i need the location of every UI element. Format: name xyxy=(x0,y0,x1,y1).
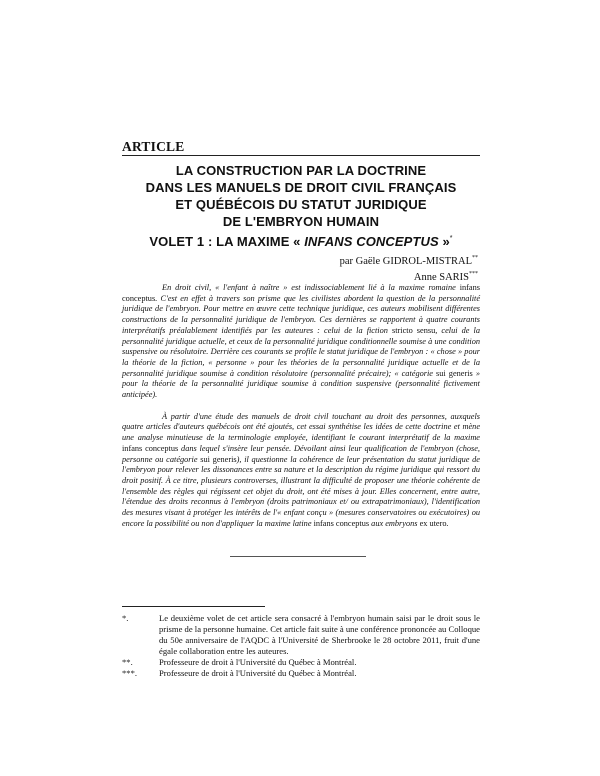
abstract xyxy=(122,283,480,540)
author-prefix: par xyxy=(339,256,356,267)
footnote xyxy=(122,613,480,657)
footnote xyxy=(122,668,480,679)
author-1-name: Gaële GIDROL-MISTRAL xyxy=(355,256,472,267)
abstract-paragraph-2: À partir d'une étude des manuels de droit civil touchant au droit des personnes, auxquels quatre articles d'auteurs québécois ont été ajoutés, cet essai synthétise les idées de cette doctrine et mène une analyse minutieuse de la terminologie employée, identifiant le courant interprétatif de la maxime infans conceptus dans lequel s'insère leur pensée. Dévoilant ainsi leur qualification de l'embryon (chose, personne ou catégorie sui generis), il questionne la cohérence de leur présentation du statut juridique de l'embryon pour relever les dissonances entre sa nature et la description du régime juridique qui ressort du droit positif. À ce titre, plusieurs controverses, illustrant la difficulté de proposer une théorie cohérente de l'ensemble des règles qui régissent cet objet du droit, ont été mises à jour. Elles concernent, entre autre, l'étendue des droits reconnus à l'embryon (droits patrimoniaux et/ ou extrapatrimoniaux), l'identification des mesures visant à protéger les intérêts de l'« enfant conçu » (mesures conservatoires ou exécutoires) ou encore la possibilité ou non d'appliquer la maxime latine infans conceptus aux embryons ex utero. xyxy=(122,411,480,528)
footnote xyxy=(122,657,480,668)
author-2 xyxy=(340,268,478,284)
article-title xyxy=(122,162,480,250)
abstract-separator xyxy=(230,556,366,557)
footnote-text: Le deuxième volet de cet article sera consacré à l'embryon humain saisi par le droit sous le prisme de la personne humaine. Cet article fait suite à une conférence prononcée au Colloque du 50e anniversaire de l'AQDC à l'Université de Sherbrooke le 28 octobre 2011, fruit d'une égale collaboration entre les auteures. xyxy=(159,613,480,656)
title-line-5-prefix: VOLET 1 : LA MAXIME « xyxy=(149,234,305,249)
title-line-5 xyxy=(122,230,480,250)
author-2-footnote-mark[interactable]: *** xyxy=(469,271,478,277)
title-line-3: ET QUÉBÉCOIS DU STATUT JURIDIQUE xyxy=(175,197,427,212)
title-line-5-italic: INFANS CONCEPTUS xyxy=(304,234,439,249)
footnote-text: Professeure de droit à l'Université du Québec à Montréal. xyxy=(159,667,357,678)
title-line-5-suffix: » xyxy=(438,234,450,249)
footnote-mark: ***. xyxy=(122,667,138,678)
section-rule xyxy=(122,155,480,156)
author-1-footnote-mark[interactable]: ** xyxy=(472,255,478,261)
author-block xyxy=(340,252,478,284)
footnotes xyxy=(122,613,480,678)
title-line-4: DE L'EMBRYON HUMAIN xyxy=(222,214,380,229)
title-footnote-mark[interactable]: * xyxy=(449,235,453,242)
section-label: ARTICLE xyxy=(122,139,185,154)
footnote-mark: **. xyxy=(122,656,133,667)
title-line-1: LA CONSTRUCTION PAR LA DOCTRINE xyxy=(175,163,427,178)
author-2-name: Anne SARIS xyxy=(413,272,469,283)
author-1 xyxy=(340,252,478,268)
footnote-mark: *. xyxy=(122,613,129,623)
footnote-rule xyxy=(122,606,265,607)
title-line-2: DANS LES MANUELS DE DROIT CIVIL FRANÇAIS xyxy=(145,180,457,195)
footnote-text: Professeure de droit à l'Université du Québec à Montréal. xyxy=(159,656,357,667)
abstract-paragraph-1: En droit civil, « l'enfant à naître » est indissociablement lié à la maxime romaine infans conceptus. C'est en effet à travers son prisme que les civilistes abordent la question de la personnalité juridique de l'embryon. Pour mettre en œuvre cette technique juridique, ces auteurs mobilisent différentes constructions de la personnalité juridique de l'embryon. Ces dernières se rapportent à quatre courants interprétatifs préalablement identifiés par les auteures : celui de la fiction stricto sensu, celui de la personnalité juridique actuelle, et ceux de la personnalité juridique conditionnelle soumise à une condition suspensive ou résolutoire. Derrière ces courants se profile le statut juridique de l'embryon : « chose » pour la théorie de la fiction, « personne » pour les théories de la personnalité juridique actuelle et de la personnalité juridique soumise à condition résolutoire (personnalité précaire); « catégorie sui generis » pour la théorie de la personnalité juridique soumise à condition suspensive (personnalité fictivement anticipée). xyxy=(122,283,480,400)
